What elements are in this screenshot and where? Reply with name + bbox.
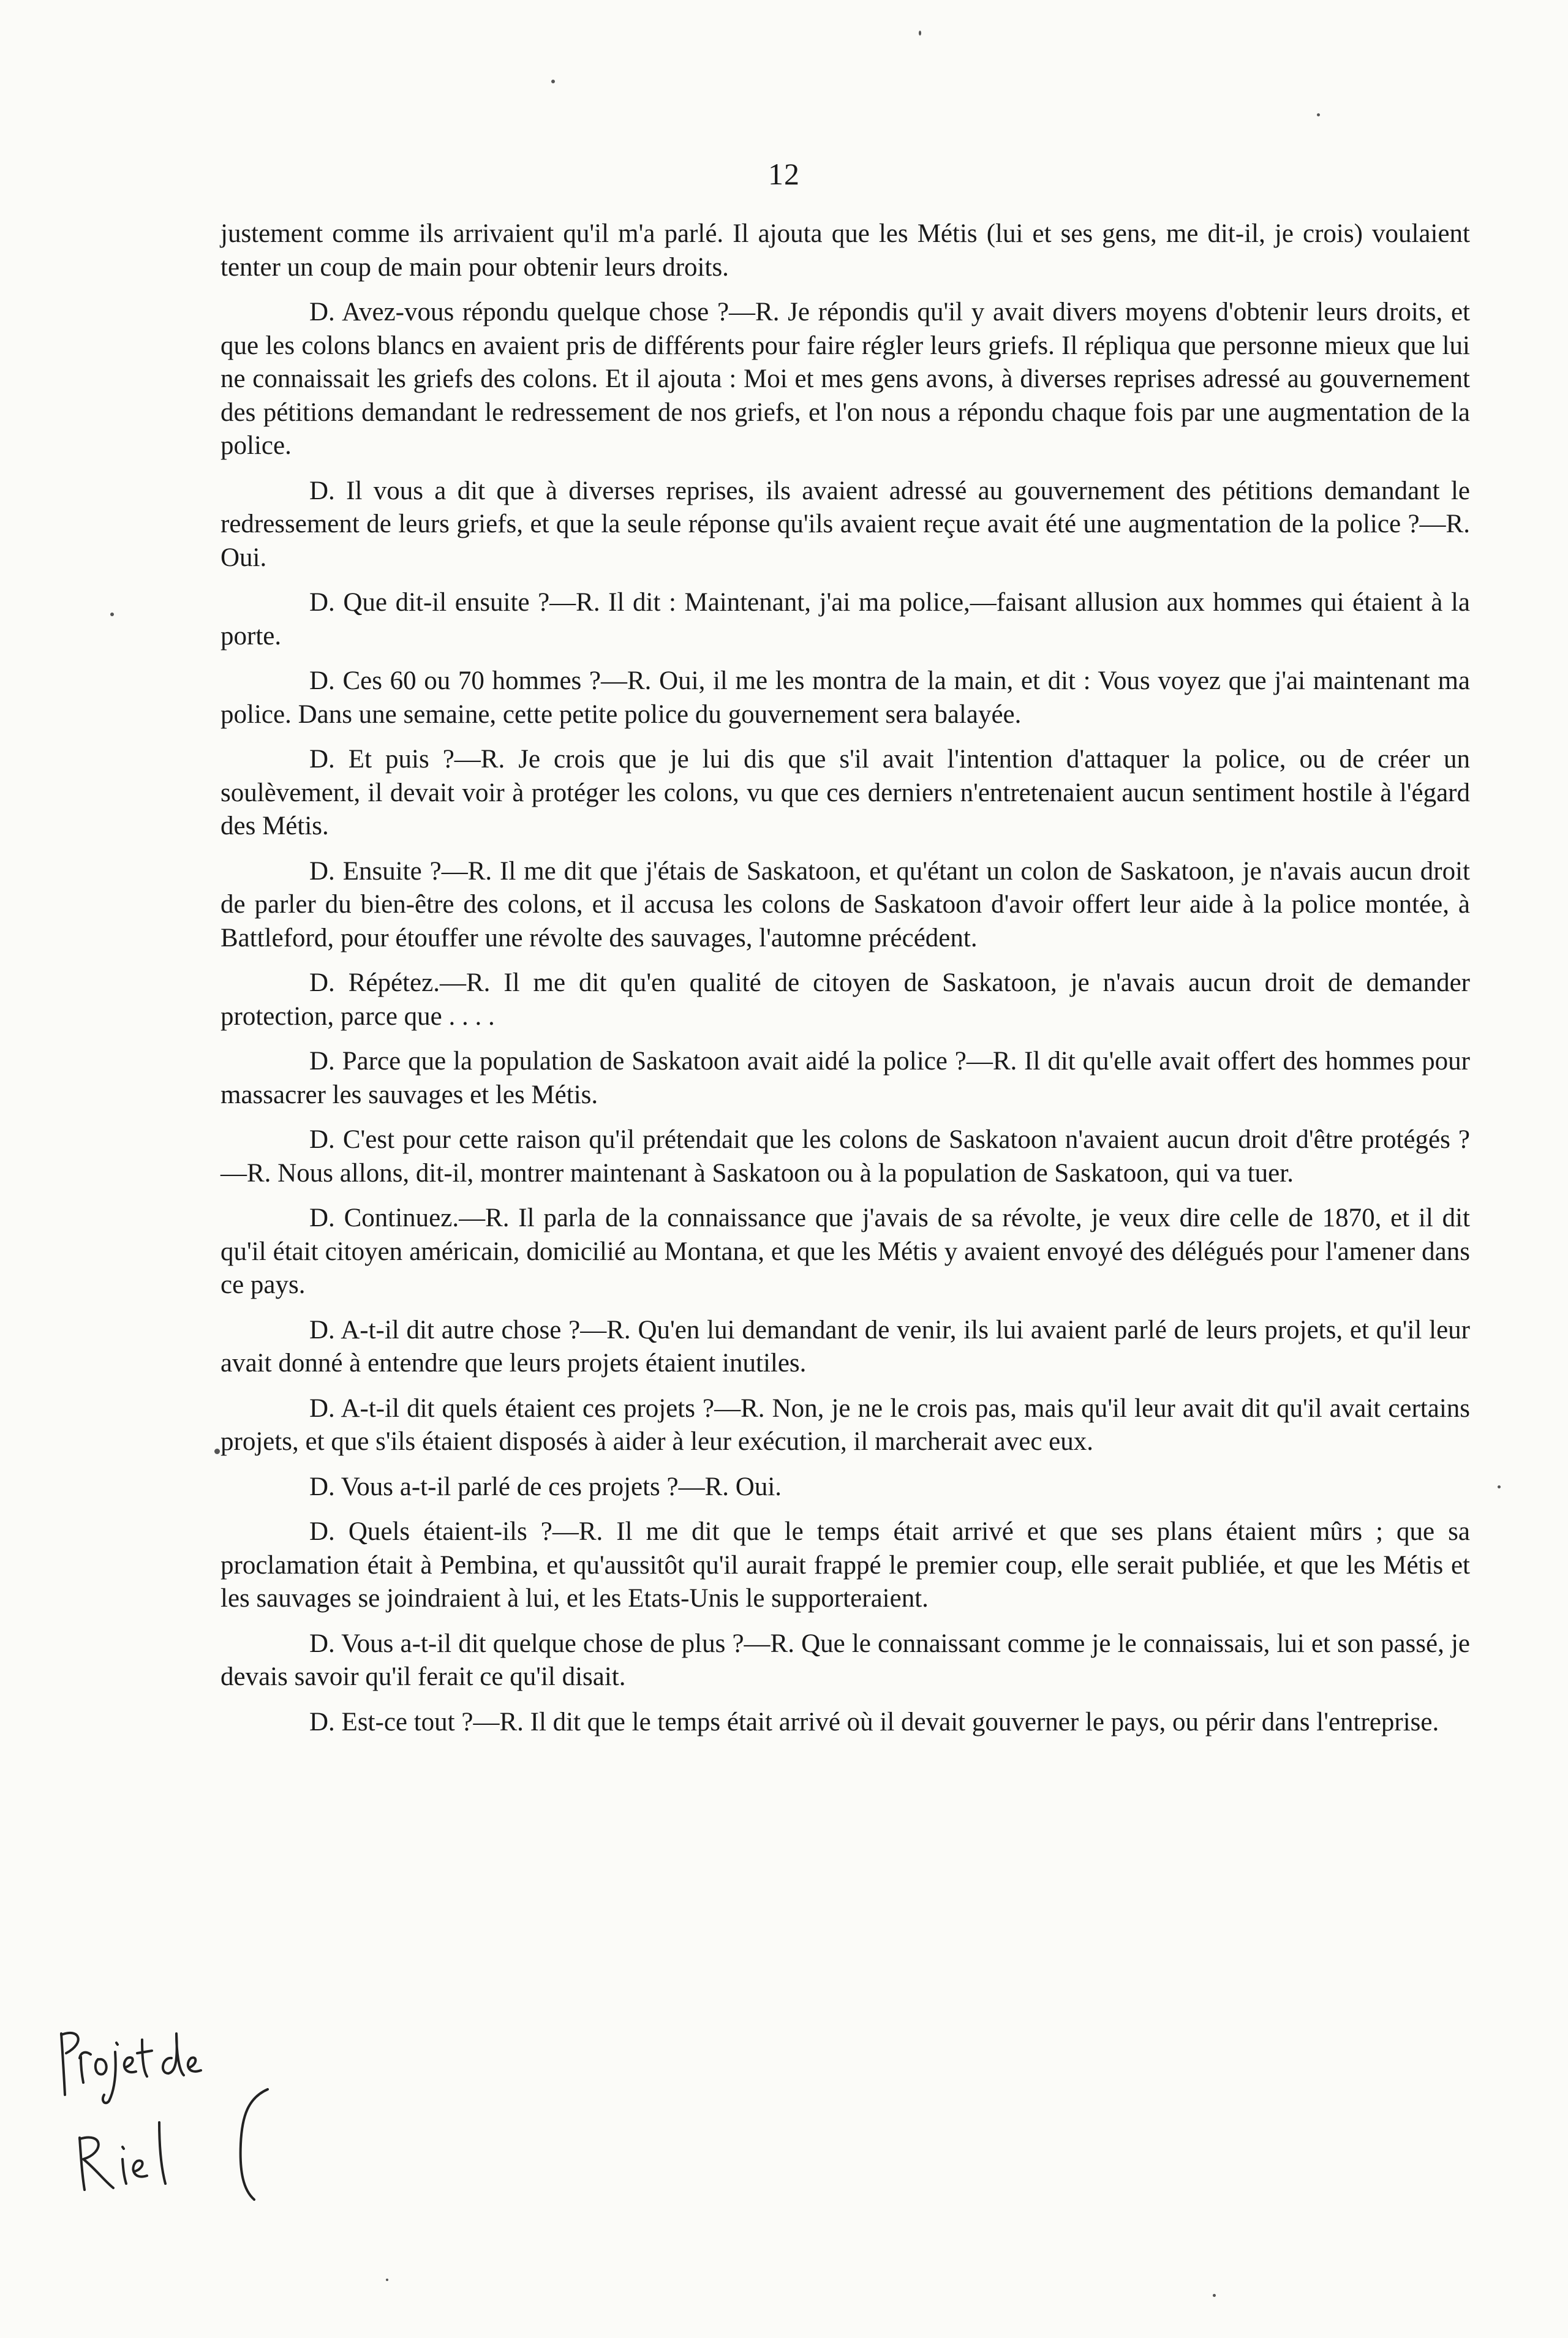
- paragraph: D. Parce que la population de Saskatoon avait aidé la police ?—R. Il dit qu'elle avait offert des hommes pour massacrer les sauvages et les Métis.: [221, 1047, 1470, 1109]
- paragraph: D. Vous a-t-il dit quelque chose de plus ?—R. Que le connaissant comme je le connaissais, lui et son passé, je devais savoir qu'il ferait ce qu'il disait.: [221, 1629, 1470, 1691]
- paragraph: justement comme ils arrivaient qu'il m'a parlé. Il ajouta que les Métis (lui et ses gens, me dit-il, je crois) voulaient tenter un coup de main pour obtenir leurs droits.: [221, 219, 1470, 282]
- scan-speck: [1317, 113, 1320, 116]
- paragraph: D. Continuez.—R. Il parla de la connaissance que j'avais de sa révolte, je veux dire celle de 1870, et il dit qu'il était citoyen américain, domicilié au Montana, et que les Métis y avaient envoyé des délégués pour l'amener dans ce pays.: [221, 1204, 1470, 1299]
- page-number: 12: [768, 157, 800, 191]
- handwriting-drawing: [37, 2015, 239, 2199]
- scan-speck: [551, 80, 555, 83]
- paragraph: D. Ces 60 ou 70 hommes ?—R. Oui, il me les montra de la main, et dit : Vous voyez que j'ai maintenant ma police. Dans une semaine, cette petite police du gouvernement sera balayée.: [221, 666, 1470, 729]
- paragraph: D. Il vous a dit que à diverses reprises, ils avaient adressé au gouvernement des pétitions demandant le redressement de leurs griefs, et que la seule réponse qu'ils avaient reçue avait été une augmentation de la police ?—R. Oui.: [221, 476, 1470, 572]
- document-body: [221, 217, 1470, 1751]
- scan-speck: [110, 613, 114, 616]
- scan-speck: [919, 31, 921, 36]
- paragraph: D. Avez-vous répondu quelque chose ?—R. Je répondis qu'il y avait divers moyens d'obtenir leurs droits, et que les colons blancs en avaient pris de différents pour faire régler leurs griefs. Il répliqua que personne mieux que lui ne connaissait les griefs des colons. Et il ajouta : Moi et mes gens avons, à diverses reprises adressé au gouvernement des pétitions demandant le redressement de nos griefs, et l'on nous a répondu chaque fois par une augmentation de la police.: [221, 298, 1470, 460]
- paragraph: D. C'est pour cette raison qu'il prétendait que les colons de Saskatoon n'avaient aucun droit d'être protégés ?—R. Nous allons, dit-il, montrer maintenant à Saskatoon ou à la population de Saskatoon, qui va tuer.: [221, 1125, 1470, 1188]
- paragraph: D. Vous a-t-il parlé de ces projets ?—R. Oui.: [309, 1472, 782, 1501]
- handwritten-margin-note: [37, 2015, 239, 2199]
- paragraph: D. Quels étaient-ils ?—R. Il me dit que le temps était arrivé et que ses plans étaient mûrs ; que sa proclamation était à Pembina, et qu'aussitôt qu'il aurait frappé le premier coup, elle serait publiée, et que les Métis et les sauvages se joindraient à lui, et les Etats-Unis le supporteraient.: [221, 1517, 1470, 1613]
- paragraph: D. Répétez.—R. Il me dit qu'en qualité de citoyen de Saskatoon, je n'avais aucun droit de demander protection, parce que . . . .: [221, 968, 1470, 1031]
- paragraph: D. Est-ce tout ?—R. Il dit que le temps était arrivé où il devait gouverner le pays, ou périr dans l'entreprise.: [309, 1707, 1439, 1737]
- pen-bracket-mark: [230, 2086, 273, 2202]
- paragraph: D. Ensuite ?—R. Il me dit que j'étais de Saskatoon, et qu'étant un colon de Saskatoon, je n'avais aucun droit de parler du bien-être des colons, et il accusa les colons de Saskatoon d'avoir offert leur aide à la police montée, à Battleford, pour étouffer une révolte des sauvages, l'automne précédent.: [221, 856, 1470, 952]
- paragraph: D. Que dit-il ensuite ?—R. Il dit : Maintenant, j'ai ma police,—faisant allusion aux hommes qui étaient à la porte.: [221, 588, 1470, 650]
- scan-speck: [214, 1449, 220, 1454]
- paragraph: D. A-t-il dit autre chose ?—R. Qu'en lui demandant de venir, ils lui avaient parlé de leurs projets, et qu'il leur avait donné à entendre que leurs projets étaient inutiles.: [221, 1315, 1470, 1378]
- scan-speck: [1498, 1485, 1501, 1488]
- scan-speck: [386, 2279, 388, 2281]
- paragraph: D. A-t-il dit quels étaient ces projets ?—R. Non, je ne le crois pas, mais qu'il leur avait dit qu'il avait certains projets, et que s'ils étaient disposés à aider à leur exécution, il marcherait avec eux.: [221, 1393, 1470, 1456]
- scan-speck: [1213, 2294, 1216, 2297]
- paragraph: D. Et puis ?—R. Je crois que je lui dis que s'il avait l'intention d'attaquer la police, ou de créer un soulèvement, il devait voir à protéger les colons, vu que ces derniers n'entretenaient aucun sentiment hostile à l'égard des Métis.: [221, 745, 1470, 840]
